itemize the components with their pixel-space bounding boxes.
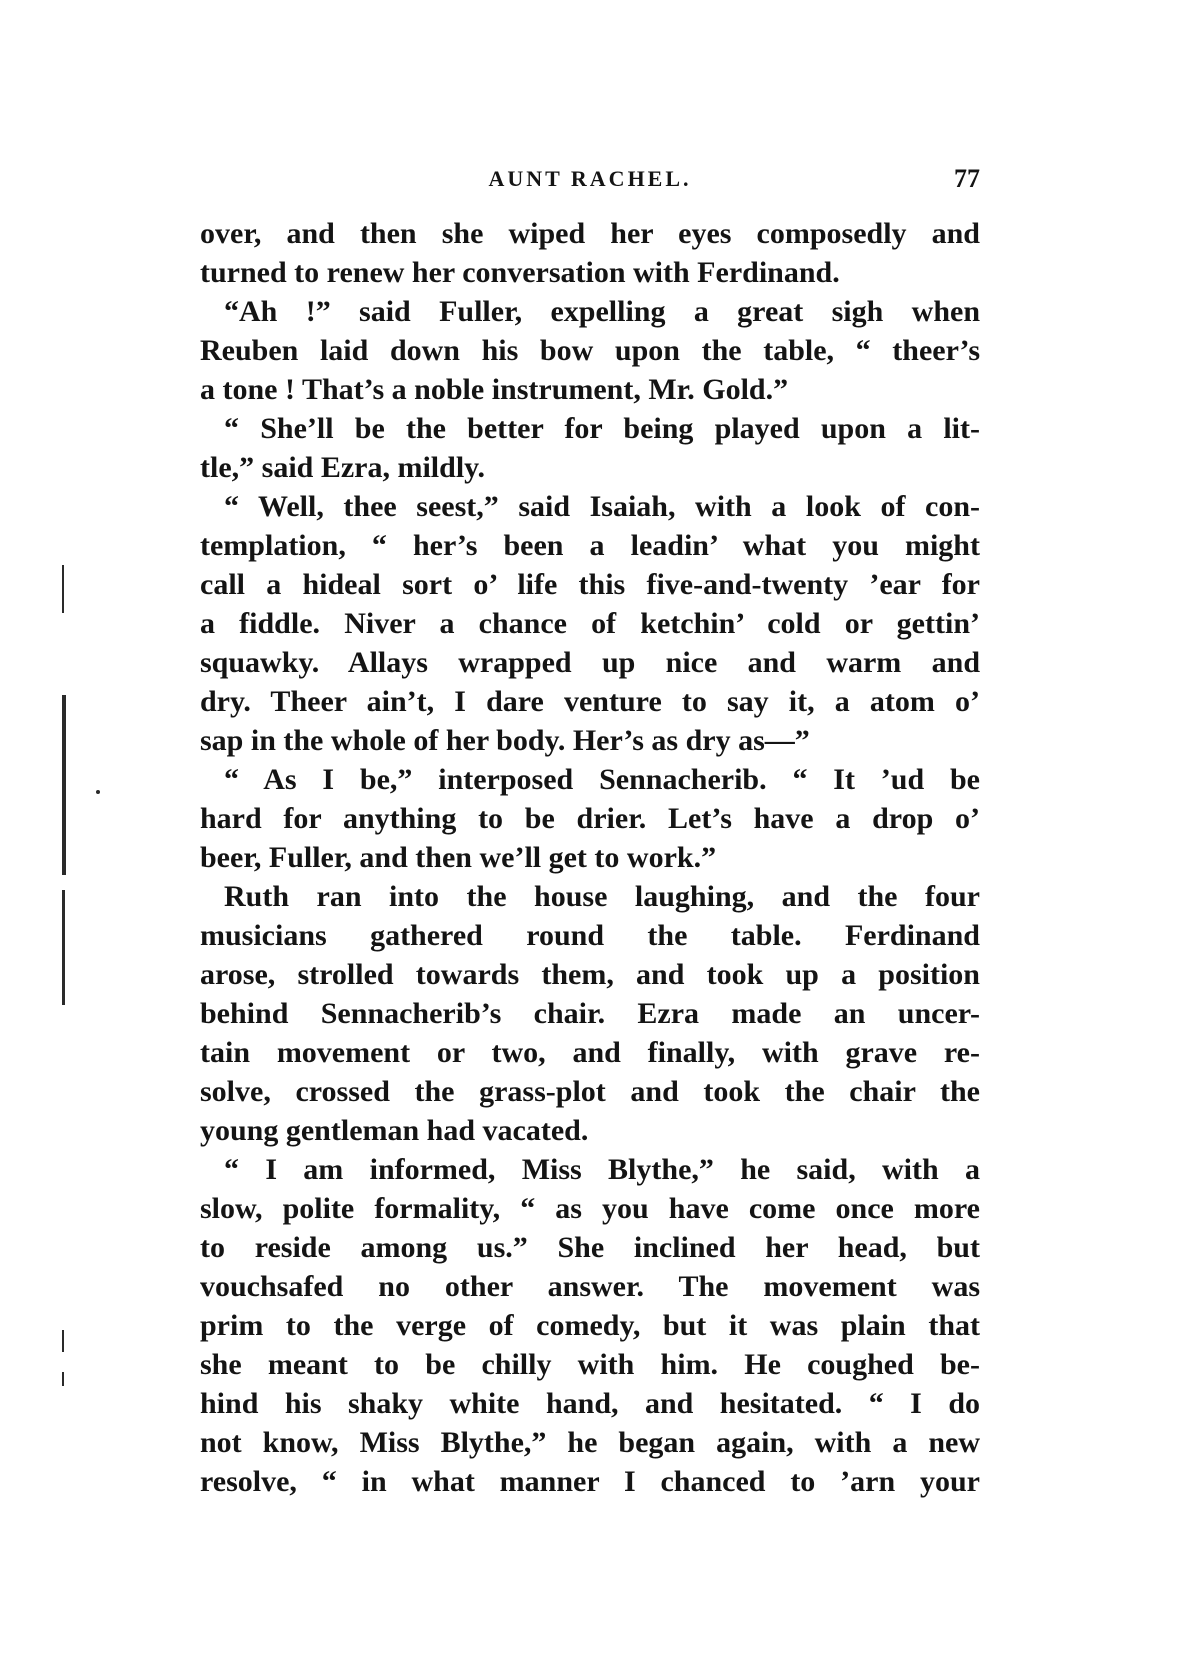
text-line: sap in the whole of her body. Her’s as dry as—” — [200, 724, 810, 757]
gutter-mark — [62, 565, 64, 613]
text-line: arose, strolled towards them, and took up a position — [200, 958, 980, 991]
text-line: behind Sennacherib’s chair. Ezra made an uncer- — [200, 997, 980, 1030]
text-line: templation, “ her’s been a leadin’ what you might — [200, 529, 980, 562]
text-line: over, and then she wiped her eyes composedly and — [200, 217, 980, 250]
text-line: dry. Theer ain’t, I dare venture to say it, a atom o’ — [200, 685, 980, 718]
text-line: tle,” said Ezra, mildly. — [200, 451, 485, 484]
text-line: vouchsafed no other answer. The movement was — [200, 1270, 980, 1303]
text-line: beer, Fuller, and then we’ll get to work.” — [200, 841, 717, 874]
text-line: solve, crossed the grass-plot and took the chair the — [200, 1075, 980, 1108]
running-title: AUNT RACHEL. — [488, 166, 692, 191]
text-line: “ Well, thee seest,” said Isaiah, with a look of con- — [224, 490, 980, 523]
text-line: not know, Miss Blythe,” he began again, with a new — [200, 1426, 980, 1459]
text-line: a fiddle. Niver a chance of ketchin’ cold or gettin’ — [200, 607, 980, 640]
text-line: “Ah !” said Fuller, expelling a great sigh when — [224, 295, 980, 328]
text-line: call a hideal sort o’ life this five-and-twenty ’ear for — [200, 568, 980, 601]
text-line: hind his shaky white hand, and hesitated. “ I do — [200, 1387, 980, 1420]
text-line: squawky. Allays wrapped up nice and warm and — [200, 646, 980, 679]
text-line: hard for anything to be drier. Let’s have a drop o’ — [200, 802, 980, 835]
body-text — [200, 214, 980, 1501]
text-line: turned to renew her conversation with Ferdinand. — [200, 256, 840, 289]
text-line: a tone ! That’s a noble instrument, Mr. Gold.” — [200, 373, 789, 406]
text-line: Ruth ran into the house laughing, and the four — [224, 880, 980, 913]
running-head — [200, 162, 980, 196]
text-line: Reuben laid down his bow upon the table, “ theer’s — [200, 334, 980, 367]
text-line: musicians gathered round the table. Ferdinand — [200, 919, 980, 952]
text-line: tain movement or two, and finally, with grave re- — [200, 1036, 980, 1069]
text-line: “ She’ll be the better for being played upon a lit- — [224, 412, 980, 445]
gutter-mark — [62, 890, 65, 1005]
text-line: to reside among us.” She inclined her head, but — [200, 1231, 980, 1264]
text-line: “ As I be,” interposed Sennacherib. “ It ’ud be — [224, 763, 980, 796]
gutter-mark — [62, 1372, 64, 1386]
page-number: 77 — [954, 164, 980, 193]
gutter-mark — [96, 790, 100, 794]
text-line: prim to the verge of comedy, but it was plain that — [200, 1309, 980, 1342]
text-line: “ I am informed, Miss Blythe,” he said, with a — [224, 1153, 980, 1186]
text-line: resolve, “ in what manner I chanced to ’arn your — [200, 1465, 980, 1498]
gutter-mark — [62, 1330, 64, 1352]
text-line: young gentleman had vacated. — [200, 1114, 589, 1147]
text-line: slow, polite formality, “ as you have come once more — [200, 1192, 980, 1225]
gutter-mark — [62, 695, 66, 875]
text-line: she meant to be chilly with him. He coughed be- — [200, 1348, 980, 1381]
